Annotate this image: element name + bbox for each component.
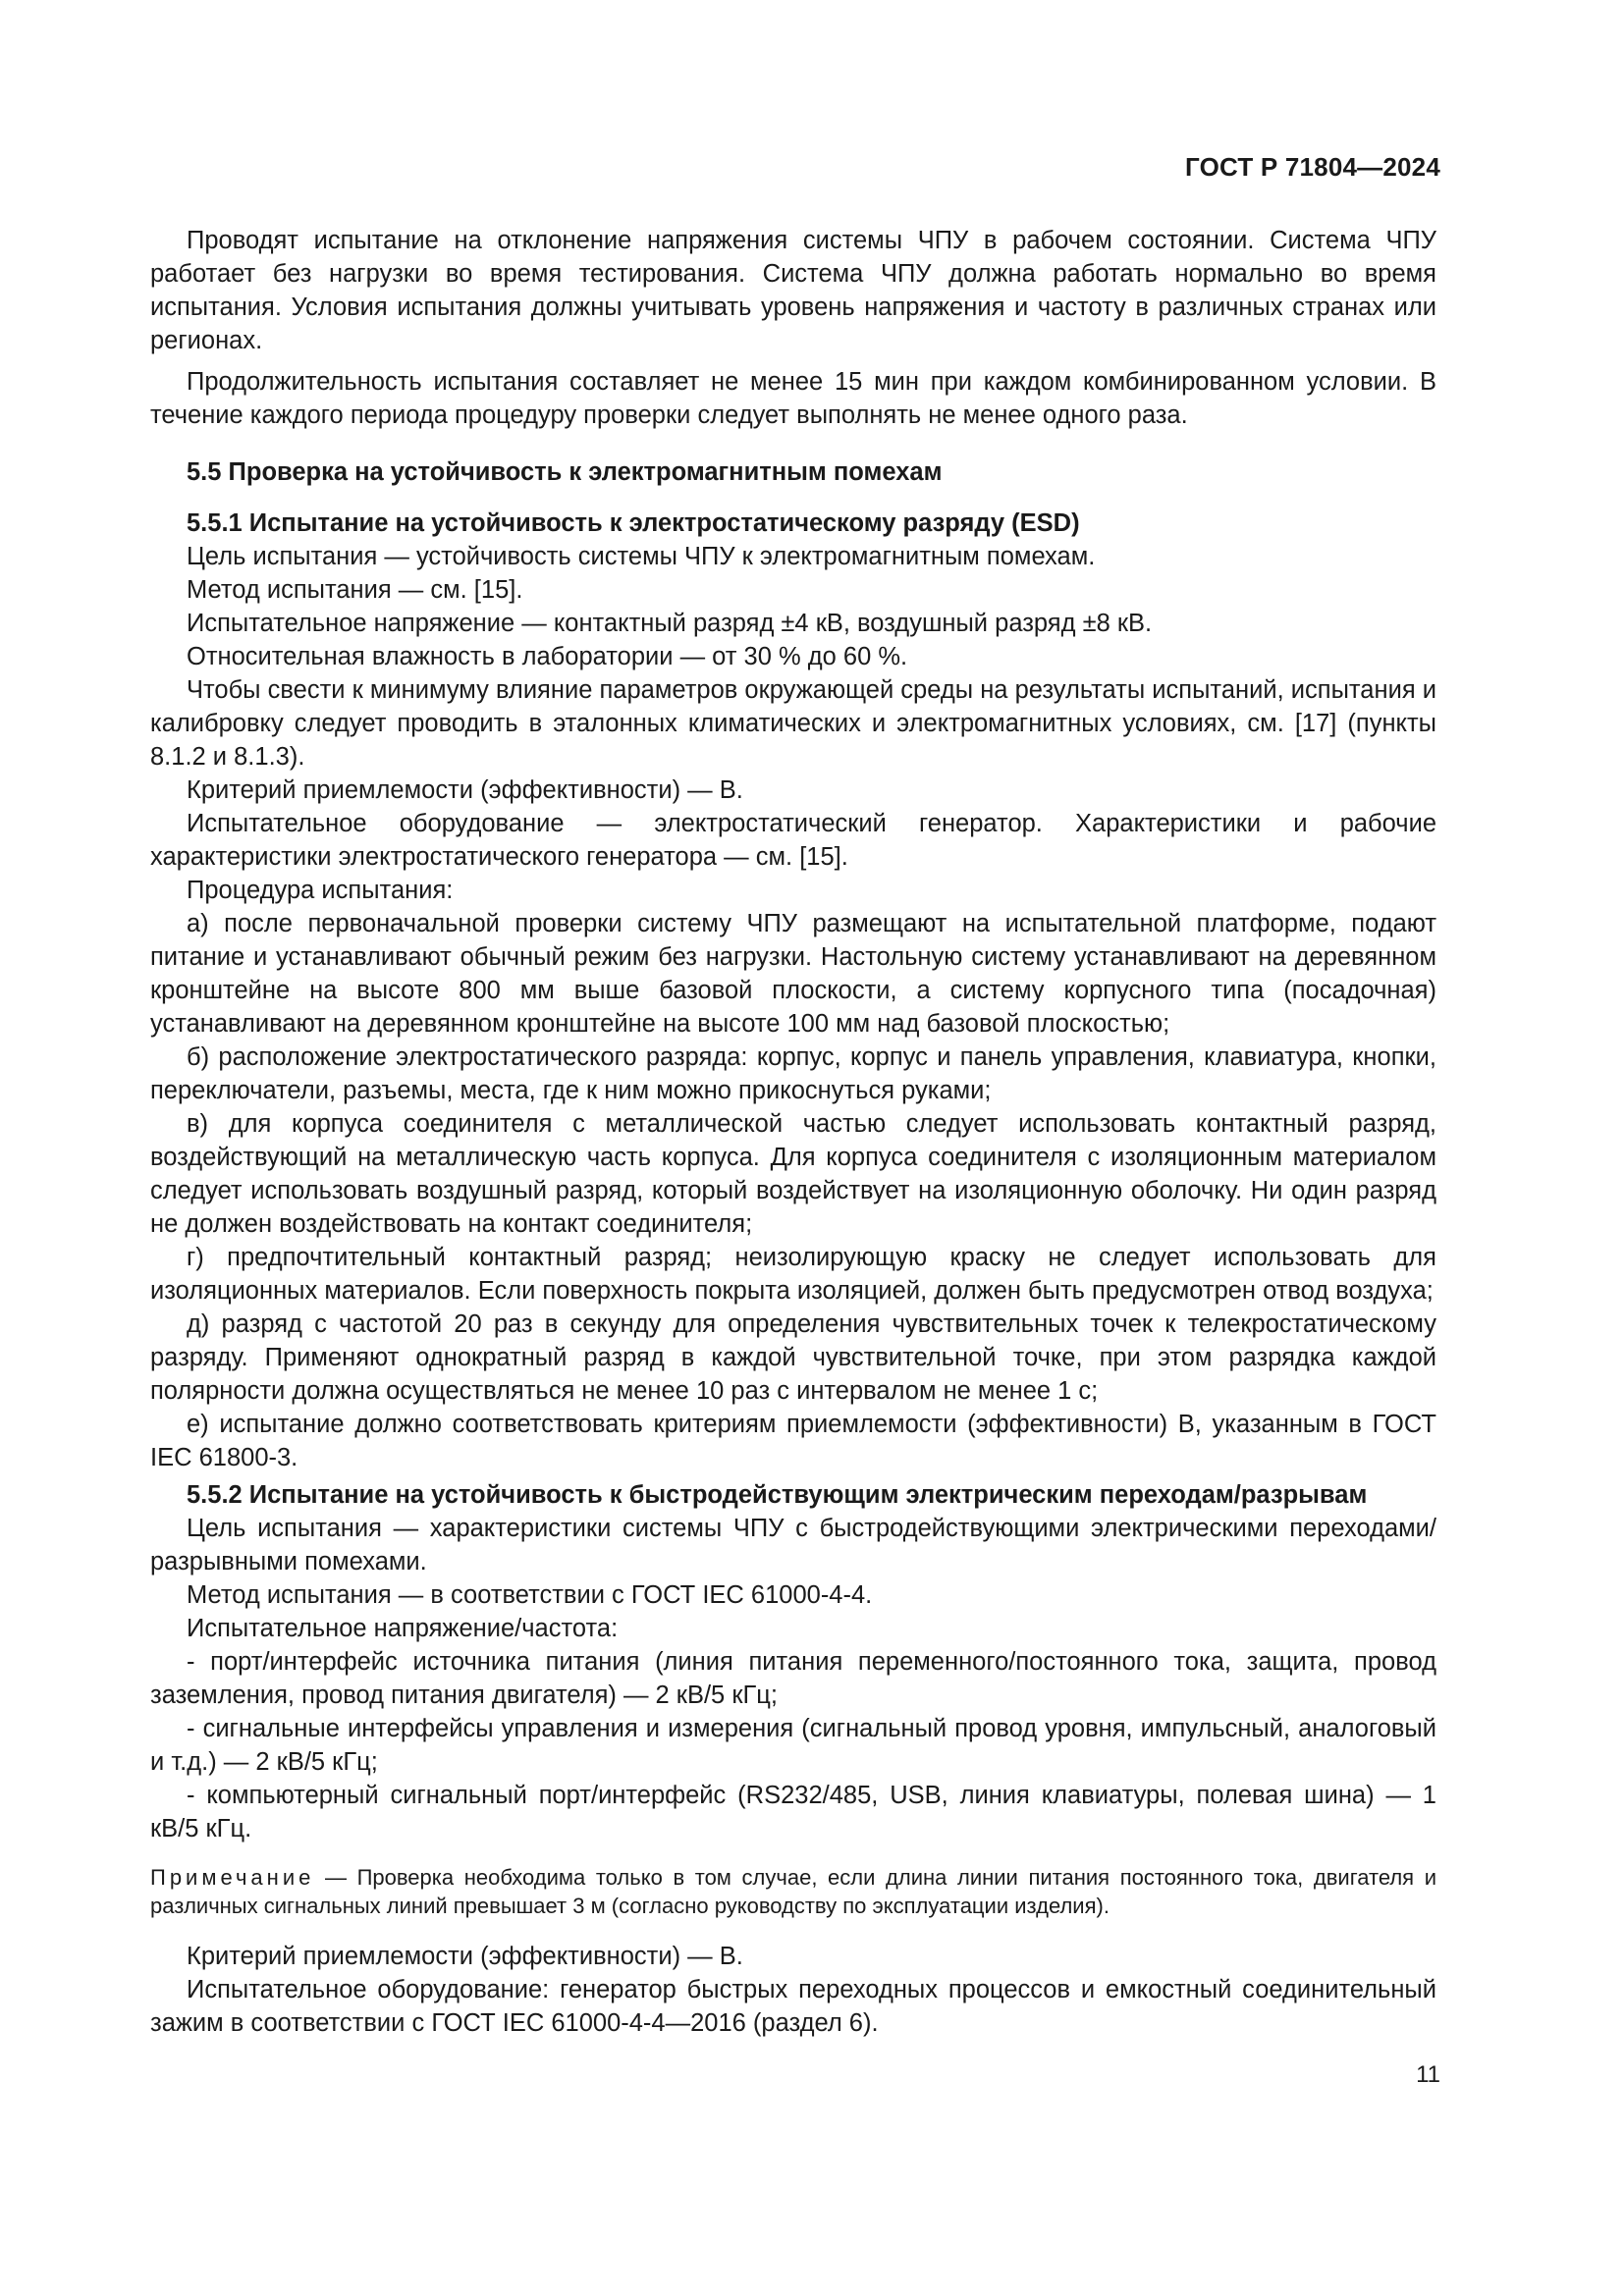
document-body (150, 224, 1436, 2040)
paragraph: Относительная влажность в лаборатории — от 30 % до 60 %. (187, 643, 908, 670)
list-item: е) испытание должно соответствовать критериям приемлемости (эффективности) В, указанным в ГОСТ IEC 61800-3. (150, 1411, 1436, 1471)
paragraph: Критерий приемлемости (эффективности) — В. (187, 1943, 743, 1970)
paragraph: Критерий приемлемости (эффективности) — В. (187, 776, 743, 804)
paragraph: Метод испытания — в соответствии с ГОСТ IEC 61000-4-4. (187, 1581, 873, 1609)
paragraph: Цель испытания — характеристики системы ЧПУ с быстродействующими электрическими переходами/разрывными помехами. (150, 1515, 1436, 1575)
paragraph: Метод испытания — см. [15]. (187, 576, 523, 604)
intro-paragraph: Продолжительность испытания составляет не менее 15 мин при каждом комбинированном условии. В течение каждого периода процедуру проверки следует выполнять не менее одного раза. (150, 368, 1436, 429)
list-item: - порт/интерфейс источника питания (линия питания переменного/постоянного тока, защита, провод заземления, провод питания двигателя) — 2 кВ/5 кГц; (150, 1648, 1436, 1709)
paragraph: Процедура испытания: (187, 877, 454, 904)
page-number: 11 (1416, 2061, 1440, 2088)
document-header: ГОСТ Р 71804—2024 (1185, 152, 1440, 182)
note-text: — Проверка необходима только в том случае, если длина линии питания постоянного тока, двигателя и различных сигнальных линий превышает 3 м (согласно руководству по эксплуатации изделия). (150, 1865, 1436, 1918)
paragraph: Испытательное напряжение/частота: (187, 1615, 619, 1642)
list-item: б) расположение электростатического разряда: корпус, корпус и панель управления, клавиатура, кнопки, переключатели, разъемы, места, где к ним можно прикоснуться руками; (150, 1043, 1436, 1104)
note-label: Примечание (150, 1865, 315, 1890)
list-item: - сигнальные интерфейсы управления и измерения (сигнальный провод уровня, импульсный, аналоговый и т.д.) — 2 кВ/5 кГц; (150, 1715, 1436, 1776)
list-item: г) предпочтительный контактный разряд; неизолирующую краску не следует использовать для изоляционных материалов. Если поверхность покрыта изоляцией, должен быть предусмотрен отвод воздуха; (150, 1244, 1436, 1305)
note (150, 1863, 1436, 1920)
paragraph: Испытательное оборудование — электростатический генератор. Характеристики и рабочие характеристики электростатического генератора — см. [15]. (150, 810, 1436, 871)
list-item: в) для корпуса соединителя с металлической частью следует использовать контактный разряд, воздействующий на металлическую часть корпуса. Для корпуса соединителя с изоляционным материалом следует использовать воздушный разряд, который воздействует на изоляционную оболочку. Ни один разряд не должен воздействовать на контакт соединителя; (150, 1110, 1436, 1238)
section-heading-5-5: 5.5 Проверка на устойчивость к электромагнитным помехам (187, 458, 943, 486)
paragraph: Чтобы свести к минимуму влияние параметров окружающей среды на результаты испытаний, испытания и калибровку следует проводить в эталонных климатических и электромагнитных условиях, см. [17] (пункты 8.1.2 и 8.1.3). (150, 676, 1436, 771)
paragraph: Цель испытания — устойчивость системы ЧПУ к электромагнитным помехам. (187, 543, 1096, 570)
list-item: д) разряд с частотой 20 раз в секунду для определения чувствительных точек к телекростатическому разряду. Применяют однократный разряд в каждой чувствительной точке, при этом разрядка каждой полярности должна осуществляться не менее 10 раз с интервалом не менее 1 с; (150, 1310, 1436, 1405)
section-heading-5-5-1: 5.5.1 Испытание на устойчивость к электростатическому разряду (ESD) (187, 509, 1080, 537)
paragraph: Испытательное напряжение — контактный разряд ±4 кВ, воздушный разряд ±8 кВ. (187, 610, 1153, 637)
section-heading-5-5-2: 5.5.2 Испытание на устойчивость к быстродействующим электрическим переходам/разрывам (187, 1481, 1368, 1509)
list-item: - компьютерный сигнальный порт/интерфейс (RS232/485, USB, линия клавиатуры, полевая шина) — 1 кВ/5 кГц. (150, 1782, 1436, 1842)
list-item: а) после первоначальной проверки систему ЧПУ размещают на испытательной платформе, подают питание и устанавливают обычный режим без нагрузки. Настольную систему устанавливают на деревянном кронштейне на высоте 800 мм выше базовой плоскости, а систему корпусного типа (посадочная) устанавливают на деревянном кронштейне на высоте 100 мм над базовой плоскостью; (150, 910, 1436, 1038)
intro-paragraph: Проводят испытание на отклонение напряжения системы ЧПУ в рабочем состоянии. Система ЧПУ работает без нагрузки во время тестирования. Система ЧПУ должна работать нормально во время испытания. Условия испытания должны учитывать уровень напряжения и частоту в различных странах или регионах. (150, 227, 1436, 354)
paragraph: Испытательное оборудование: генератор быстрых переходных процессов и емкостный соединительный зажим в соответствии с ГОСТ IEC 61000-4-4—2016 (раздел 6). (150, 1976, 1436, 2037)
